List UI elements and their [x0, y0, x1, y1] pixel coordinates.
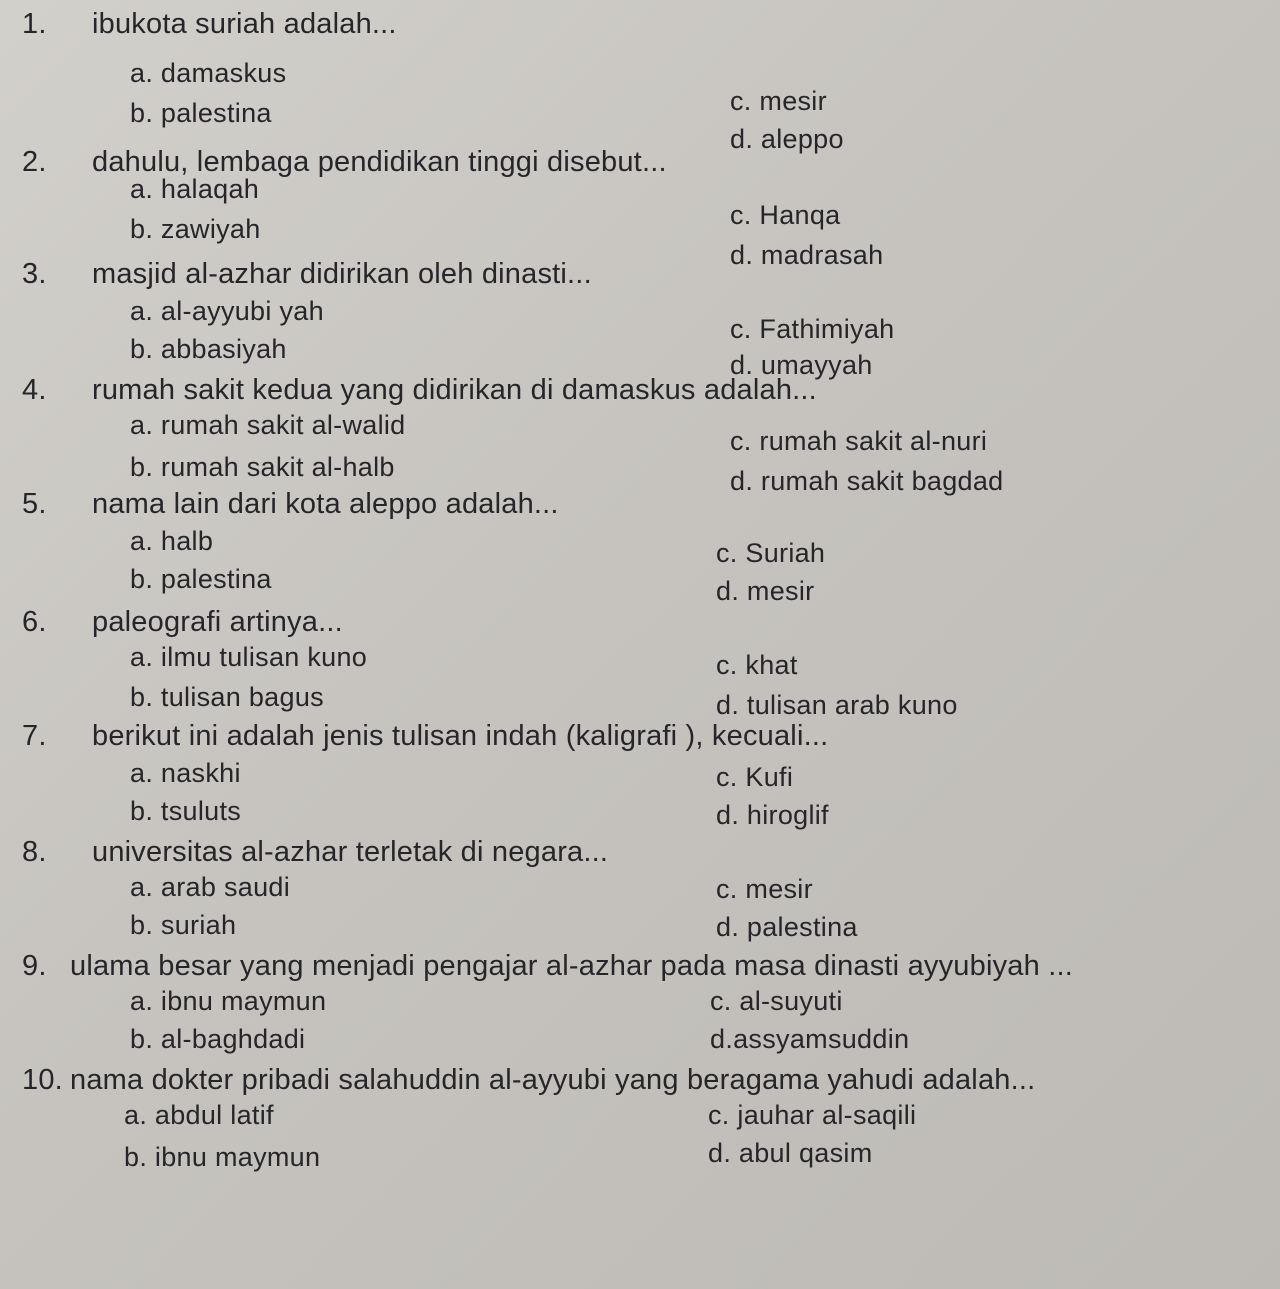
option-c: c. Hanqa	[730, 200, 841, 230]
option-c: c. Fathimiyah	[730, 314, 895, 344]
option-d: d. madrasah	[730, 240, 884, 270]
question-1	[22, 10, 397, 39]
option-a: a. halb	[130, 526, 214, 556]
question-text: nama lain dari kota aleppo adalah...	[92, 488, 559, 520]
option-d: d. mesir	[716, 576, 815, 606]
option-d: d.assyamsuddin	[710, 1024, 910, 1054]
question-text: universitas al-azhar terletak di negara...	[92, 836, 609, 868]
question-text: masjid al-azhar didirikan oleh dinasti...	[92, 258, 592, 290]
option-d: d. palestina	[716, 912, 858, 942]
option-b: b. rumah sakit al-halb	[130, 452, 395, 482]
option-c: c. khat	[716, 650, 798, 680]
option-c: c. Kufi	[716, 762, 794, 792]
option-a: a. arab saudi	[130, 872, 291, 902]
question-text: ulama besar yang menjadi pengajar al-azhar pada masa dinasti ayyubiyah ...	[70, 950, 1073, 982]
option-d: d. rumah sakit bagdad	[730, 466, 1004, 496]
option-a: a. abdul latif	[124, 1100, 274, 1130]
option-a: a. damaskus	[130, 58, 287, 88]
option-d: d. abul qasim	[708, 1138, 873, 1168]
option-b: b. palestina	[130, 564, 272, 594]
question-8	[22, 838, 608, 867]
option-d: d. umayyah	[730, 350, 873, 380]
option-b: b. zawiyah	[130, 214, 261, 244]
question-number: 1.	[22, 8, 47, 40]
option-a: a. ibnu maymun	[130, 986, 327, 1016]
question-number: 7.	[22, 720, 47, 752]
option-a: a. naskhi	[130, 758, 241, 788]
question-6	[22, 608, 343, 637]
question-3	[22, 260, 592, 289]
question-number: 8.	[22, 836, 47, 868]
question-10	[22, 1066, 1035, 1095]
question-4	[22, 376, 817, 405]
question-text: ibukota suriah adalah...	[92, 8, 397, 40]
option-a: a. rumah sakit al-walid	[130, 410, 406, 440]
option-b: b. abbasiyah	[130, 334, 287, 364]
option-b: b. tulisan bagus	[130, 682, 324, 712]
question-number: 9.	[22, 950, 47, 982]
option-c: c. al-suyuti	[710, 986, 843, 1016]
question-number: 3.	[22, 258, 47, 290]
question-number: 2.	[22, 146, 47, 178]
option-a: a. halaqah	[130, 174, 260, 204]
question-text: nama dokter pribadi salahuddin al-ayyubi yang beragama yahudi adalah...	[70, 1064, 1036, 1096]
question-text: berikut ini adalah jenis tulisan indah (kaligrafi ), kecuali...	[92, 720, 829, 752]
question-5	[22, 490, 559, 519]
question-text: dahulu, lembaga pendidikan tinggi disebut...	[92, 146, 667, 178]
option-c: c. Suriah	[716, 538, 826, 568]
question-2	[22, 148, 667, 177]
option-d: d. tulisan arab kuno	[716, 690, 958, 720]
question-number: 10.	[22, 1064, 63, 1096]
option-b: b. suriah	[130, 910, 237, 940]
question-text: rumah sakit kedua yang didirikan di damaskus adalah...	[92, 374, 817, 406]
question-text: paleografi artinya...	[92, 606, 343, 638]
option-d: d. hiroglif	[716, 800, 829, 830]
question-9	[22, 952, 1073, 981]
option-d: d. aleppo	[730, 124, 844, 154]
option-c: c. mesir	[716, 874, 813, 904]
question-number: 4.	[22, 374, 47, 406]
option-b: b. al-baghdadi	[130, 1024, 306, 1054]
question-number: 5.	[22, 488, 47, 520]
option-a: a. ilmu tulisan kuno	[130, 642, 368, 672]
option-b: b. ibnu maymun	[124, 1142, 321, 1172]
option-b: b. palestina	[130, 98, 272, 128]
option-c: c. mesir	[730, 86, 827, 116]
option-a: a. al-ayyubi yah	[130, 296, 324, 326]
option-c: c. rumah sakit al-nuri	[730, 426, 988, 456]
question-7	[22, 722, 828, 751]
question-number: 6.	[22, 606, 47, 638]
option-c: c. jauhar al-saqili	[708, 1100, 917, 1130]
option-b: b. tsuluts	[130, 796, 242, 826]
